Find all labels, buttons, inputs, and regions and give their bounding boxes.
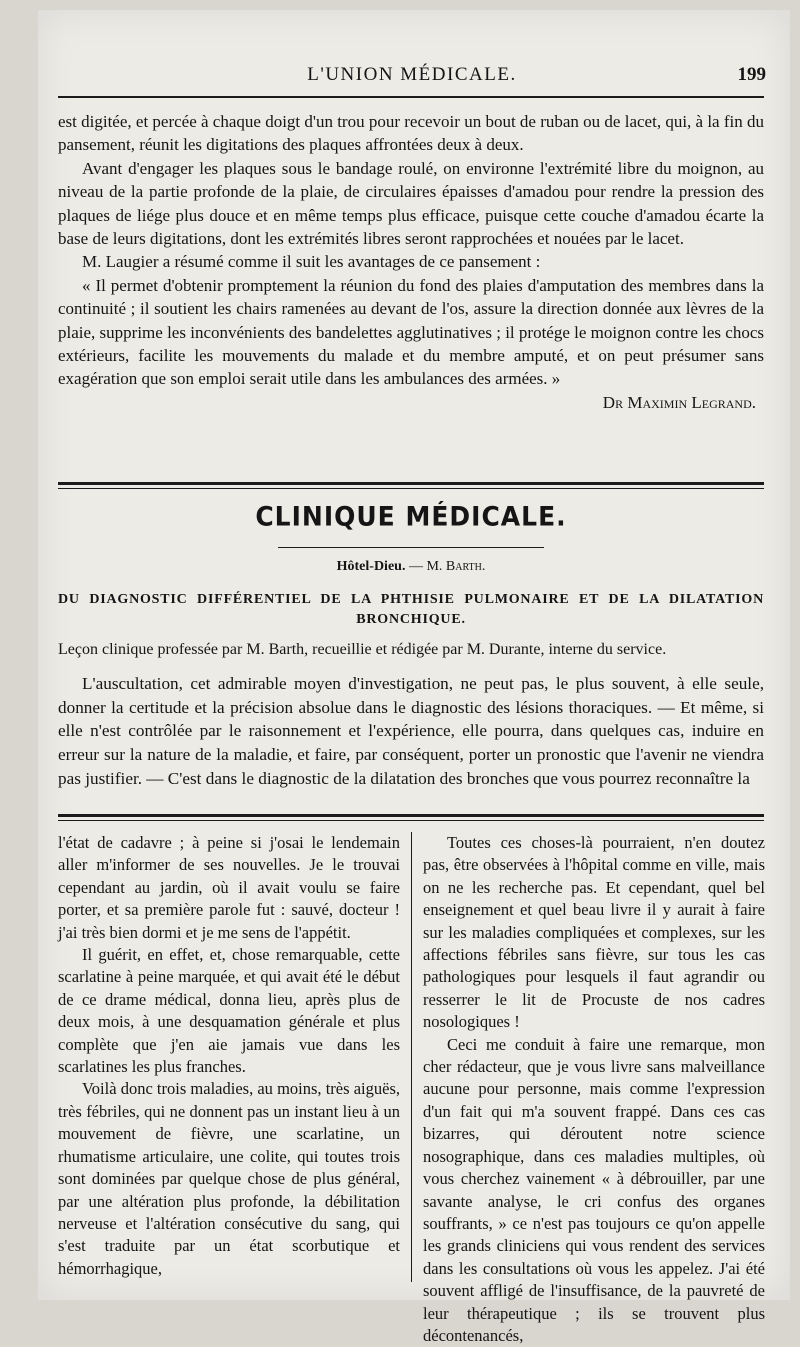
paragraph: Avant d'engager les plaques sous le bandage roulé, on environne l'extrémité libre du moignon, au niveau de la partie profonde de la plaie, de circulaires épaisses d'amadou pour rendre la pression des plaques de liége plus douce et en même temps plus efficace, puisque cette couche d'amadou écarte la base de leurs digitations, dont les extrémités libres seront rapprochées et nouées par le lacet.: [58, 158, 764, 249]
service-name: — M. Barth.: [405, 559, 486, 574]
paragraph: Voilà donc trois maladies, au moins, très aiguës, très fébriles, qui ne donnent pas un instant lieu à un mouvement de fièvre, une scarlatine, un rhumatisme articulaire, une colite, qui toutes trois sont dominées par quelque chose de plus général, par une altération plus profonde, la débilitation nerveuse et l'altération consécutive du sang, qui s'est traduite par un état scorbutique et hémorrhagique,: [58, 1079, 400, 1278]
journal-title: L'UNION MÉDICALE.: [307, 64, 517, 85]
feuilleton-rule-thin: [58, 820, 764, 821]
paragraph: Ceci me conduit à faire une remarque, mon cher rédacteur, que je vous livre sans malveillance aucune pour personne, mais comme l'expression d'un fait qui m'a souvent frappé. Dans ces cas bizarres, qui déroutent notre science nosographique, dans ces maladies multiples, où vous cherchez vainement « à débrouiller, par une savante analyse, le cri confus des organes souffrants, » ce n'est pas toujours ce qu'on appelle les grands cliniciens qui vous rendent des services dans les consultations où vous les appelez. J'ai été souvent affligé de l'insuffisance, de la pauvreté de leur thérapeutique ; ils se trouvent plus décontenancés,: [423, 1034, 765, 1345]
paragraph: Toutes ces choses-là pourraient, n'en doutez pas, être observées à l'hôpital comme en ville, mais on ne les recherche pas. Et cependant, quel bel enseignement et quel beau livre il y aurait à faire sur les maladies compliquées et complexes, sur les affections fébriles sans fièvre, sur tous les cas pathologiques pour lesquels il faut agrandir ou resserrer le lit de Procuste de nos cadres nosologiques !: [423, 833, 765, 1032]
section-rule-thick: [58, 482, 764, 485]
byline: Leçon clinique professée par M. Barth, recueillie et rédigée par M. Durante, interne du service.: [58, 641, 667, 658]
column-divider: [411, 832, 412, 1282]
lesson-title-line-2: BRONCHIQUE.: [356, 612, 466, 627]
feuilleton-rule-thick: [58, 814, 764, 817]
journal-page: [38, 10, 790, 1345]
header-rule: [58, 96, 764, 98]
section-heading: CLINIQUE MÉDICALE.: [255, 501, 567, 532]
top-article: [58, 110, 764, 414]
section-rule-thin: [58, 488, 764, 489]
intro-paragraph: L'auscultation, cet admirable moyen d'investigation, ne peut pas, le plus souvent, à elle seule, donner la certitude et la précision absolue dans le diagnostic des lésions thoraciques. — Et même, si elle n'est contrôlée par le raisonnement et l'expérience, elle pourra, dans quelques cas, induire en erreur sur la nature de la maladie, et faire, par conséquent, porter un pronostic que l'avenir ne viendra pas justifier. — C'est dans le diagnostic de la dilatation des bronches que vous pourrez reconnaître la: [58, 673, 764, 788]
paragraph: l'état de cadavre ; à peine si j'osai le lendemain aller m'informer de ses nouvelles. Je le trouvai cependant au jardin, où il avait voulu se faire porter, et sa première parole fut : sauvé, docteur ! j'ai très bien dormi et je me sens de l'appétit.: [58, 833, 400, 942]
lesson-title-line-1: DU DIAGNOSTIC DIFFÉRENTIEL DE LA PHTHISIE PULMONAIRE ET DE LA DILATATION: [58, 592, 764, 607]
hospital-line: [58, 559, 764, 575]
running-header: [58, 62, 766, 92]
quote-paragraph: « Il permet d'obtenir promptement la réunion du fond des plaies d'amputation des membres dans la continuité ; il soutient les chairs ramenées au devant de l'os, assure la direction donnée aux lèvres de la plaie, supprime les inconvénients des bandelettes agglutinatives ; il protége le moignon contre les chocs extérieurs, facilite les mouvements du malade et du membre amputé, et on peut présumer sans exagération que son emploi serait utile dans les ambulances des armées. »: [58, 275, 764, 389]
section-body: [58, 638, 764, 791]
paragraph: Il guérit, en effet, et, chose remarquable, cette scarlatine à peine marquée, et qui avait été le début de ce drame médical, donna lieu, après plus de deux mois, à une desquamation générale et plus complète que j'en aie jamais vue dans les scarlatines les plus franches.: [58, 945, 400, 1077]
feuilleton-right-column: [423, 832, 765, 1347]
author-signature: Dr Maximin Legrand.: [602, 392, 756, 412]
paragraph: est digitée, et percée à chaque doigt d'un trou pour recevoir un bout de ruban ou de lacet, qui, à la fin du pansement, réunit les digitations des plaques affrontées deux à deux.: [58, 112, 764, 155]
page-number: 199: [737, 64, 766, 85]
lesson-title: [58, 590, 764, 630]
feuilleton-left-column: [58, 832, 400, 1280]
paragraph: M. Laugier a résumé comme il suit les avantages de ce pansement :: [82, 252, 541, 272]
heading-underline: [278, 547, 544, 548]
hospital-name: Hôtel-Dieu.: [336, 559, 406, 574]
